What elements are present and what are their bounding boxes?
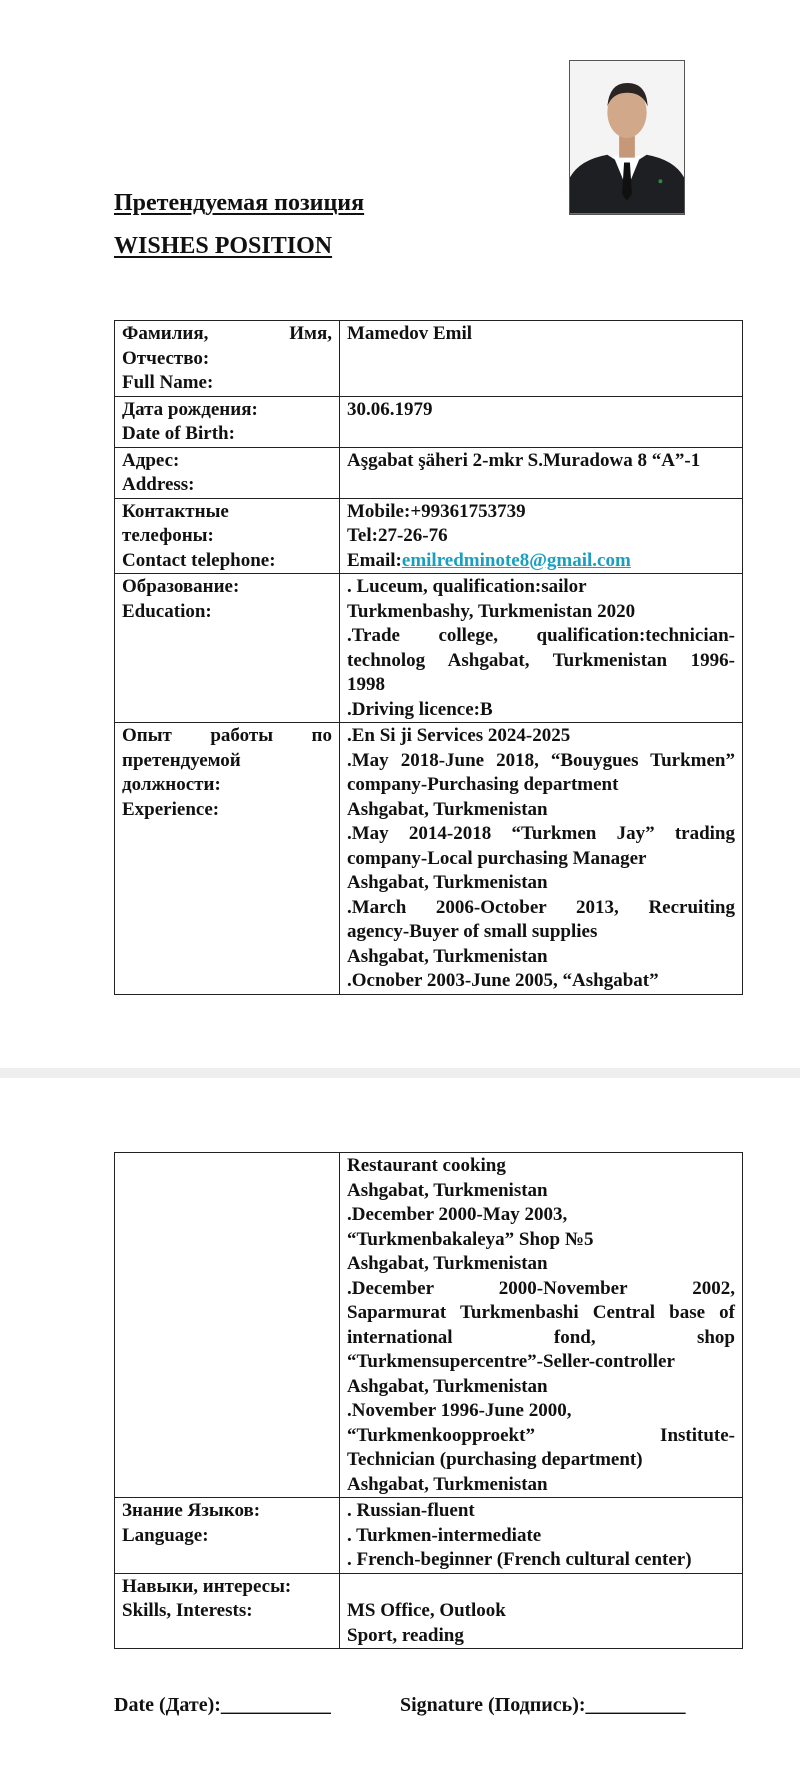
field-label <box>115 574 340 723</box>
field-label-text: Навыки, интересы: <box>122 1575 292 1597</box>
field-value-line <box>347 1277 735 1302</box>
field-value-text: Mobile:+99361753739 <box>347 500 526 522</box>
field-value-line <box>347 1473 735 1498</box>
field-value-line <box>347 347 735 372</box>
table-row <box>115 447 743 498</box>
field-value-line <box>347 724 735 749</box>
field-value-text: . Luceum, qualification:sailor <box>347 576 587 597</box>
field-label-line <box>122 1499 332 1524</box>
field-label-text: Experience: <box>122 798 220 820</box>
field-value-text: international fond, shop <box>347 1326 735 1348</box>
field-value-text: 1998 <box>347 674 385 695</box>
field-value-line <box>347 575 735 600</box>
field-value-text: Mamedov Emil <box>347 323 473 344</box>
field-label-line <box>122 500 332 525</box>
field-value-text: Ashgabat, Turkmenistan <box>347 872 548 893</box>
field-label-line <box>122 371 332 396</box>
field-value-text: Ashgabat, Turkmenistan <box>347 798 548 820</box>
field-label <box>115 447 340 498</box>
field-value-text: . French-beginner (French cultural center) <box>347 1549 692 1570</box>
field-value-text: .Ocnober 2003-June 2005, “Ashgabat” <box>347 970 659 991</box>
field-label-text: Language: <box>122 1524 209 1546</box>
position-title-ru: Претендуемая позиция <box>114 190 365 216</box>
field-value-text: Tel:27-26-76 <box>347 525 448 546</box>
field-label-text: Contact telephone: <box>122 549 276 571</box>
email-link[interactable]: emilredminote8@gmail.com <box>401 549 631 571</box>
table-row <box>115 1153 743 1498</box>
field-label-line <box>122 549 332 574</box>
field-value-text: technolog Ashgabat, Turkmenistan 1996- <box>347 649 735 671</box>
field-label-text: Адрес: <box>122 449 180 471</box>
field-label-line <box>122 575 332 600</box>
field-label-line <box>122 798 332 823</box>
field-label-text: Education: <box>122 600 212 622</box>
field-value-text: Ashgabat, Turkmenistan <box>347 945 548 967</box>
field-label <box>115 498 340 574</box>
field-value-text: Turkmenbashy, Turkmenistan 2020 <box>347 600 636 622</box>
field-label-text: Skills, Interests: <box>122 1600 253 1621</box>
field-label-text: Контактные <box>122 500 229 522</box>
person-portrait-photo <box>569 60 685 215</box>
field-label-line <box>122 422 332 447</box>
field-value-text: Email: <box>347 549 402 571</box>
field-label-text: Full Name: <box>122 372 214 393</box>
field-value-line <box>347 422 735 447</box>
field-value-text: .December 2000-November 2002, <box>347 1277 735 1299</box>
field-label-text: Опыт работы по <box>122 725 332 746</box>
field-value <box>340 1498 743 1574</box>
field-value-line <box>347 1203 735 1228</box>
field-label-line <box>122 473 332 498</box>
field-value-text: .Trade college, qualification:technician- <box>347 625 735 646</box>
field-value-line <box>347 1350 735 1375</box>
field-label-text: Date of Birth: <box>122 423 235 444</box>
field-value-line <box>347 600 735 625</box>
field-value-line <box>347 1375 735 1400</box>
field-label-line <box>122 1524 332 1549</box>
field-value-line <box>347 449 735 474</box>
field-label-line <box>122 1575 332 1600</box>
field-label-text: претендуемой <box>122 749 241 771</box>
field-value-text: “Turkmensupercentre”-Seller-controller <box>347 1351 675 1372</box>
field-label-line <box>122 1599 332 1624</box>
field-value-line <box>347 524 735 549</box>
field-value-line <box>347 473 735 498</box>
field-value-line <box>347 773 735 798</box>
page-separator <box>0 1068 800 1078</box>
field-value-line <box>347 1179 735 1204</box>
field-value-text: Ashgabat, Turkmenistan <box>347 1179 548 1201</box>
field-value-text: Ashgabat, Turkmenistan <box>347 1473 548 1495</box>
table-row <box>115 498 743 574</box>
field-value <box>340 447 743 498</box>
field-label-text: Знание Языков: <box>122 1500 261 1521</box>
field-value-text: company-Purchasing department <box>347 774 619 795</box>
field-value-line <box>347 549 735 574</box>
field-value-text: .November 1996-June 2000, <box>347 1400 572 1421</box>
field-value-text: MS Office, Outlook <box>347 1600 506 1621</box>
page-2 <box>0 1078 800 1777</box>
field-label-text: Фамилия, Имя, <box>122 323 332 344</box>
portrait-icon <box>570 61 684 214</box>
field-value-text: .December 2000-May 2003, <box>347 1204 568 1225</box>
field-value-text: . Russian-fluent <box>347 1500 475 1521</box>
field-label <box>115 1573 340 1649</box>
field-label-line <box>122 600 332 625</box>
field-value-line <box>347 1154 735 1179</box>
field-value <box>340 723 743 995</box>
table-row <box>115 321 743 397</box>
signature-line: Signature (Подпись):__________ <box>400 1694 686 1716</box>
field-value-text: Sport, reading <box>347 1624 464 1646</box>
field-value-line <box>347 1399 735 1424</box>
field-value-line <box>347 1424 735 1449</box>
field-value <box>340 498 743 574</box>
field-value-line <box>347 1524 735 1549</box>
field-value-line <box>347 371 735 396</box>
field-value-text: 30.06.1979 <box>347 398 433 420</box>
field-label <box>115 1498 340 1574</box>
table-row <box>115 723 743 995</box>
field-value-line <box>347 1252 735 1277</box>
field-label-line <box>122 773 332 798</box>
field-label-text: Отчество: <box>122 347 210 369</box>
field-value-text: .May 2018-June 2018, “Bouygues Turkmen” <box>347 749 735 771</box>
field-value-line <box>347 322 735 347</box>
field-label-line <box>122 749 332 774</box>
field-value-text: Aşgabat şäheri 2-mkr S.Muradowa 8 “A”-1 <box>347 449 701 471</box>
field-value-line <box>347 798 735 823</box>
field-value <box>340 1153 743 1498</box>
field-value-line <box>347 500 735 525</box>
field-label-line <box>122 398 332 423</box>
field-value-line <box>347 1548 735 1573</box>
table-row <box>115 396 743 447</box>
field-value <box>340 1573 743 1649</box>
cv-table-page-2 <box>114 1152 743 1649</box>
field-value-text: Saparmurat Turkmenbashi Central base of <box>347 1302 735 1323</box>
field-value-text: company-Local purchasing Manager <box>347 847 647 869</box>
field-value-text: agency-Buyer of small supplies <box>347 921 598 942</box>
field-label-text: Образование: <box>122 576 240 597</box>
field-value <box>340 574 743 723</box>
field-value-line <box>347 945 735 970</box>
field-value-line <box>347 1599 735 1624</box>
field-label-text: должности: <box>122 774 221 795</box>
field-value-line <box>347 1301 735 1326</box>
field-value-line <box>347 1624 735 1649</box>
field-label-line <box>122 724 332 749</box>
position-title-en: WISHES POSITION <box>114 233 333 259</box>
field-value-line <box>347 969 735 994</box>
field-label-line <box>122 524 332 549</box>
field-value <box>340 396 743 447</box>
field-value-text: “Turkmenbakaleya” Shop №5 <box>347 1228 594 1250</box>
field-value-text: Technician (purchasing department) <box>347 1449 643 1470</box>
field-value <box>340 321 743 397</box>
field-value-line <box>347 673 735 698</box>
field-value-text: .Driving licence:B <box>347 698 493 720</box>
date-signature-line: Date (Дате):___________ <box>114 1694 331 1716</box>
field-value-line <box>347 698 735 723</box>
field-label-line <box>122 449 332 474</box>
field-label <box>115 321 340 397</box>
field-label-line <box>122 347 332 372</box>
table-row <box>115 1573 743 1649</box>
field-value-line <box>347 1326 735 1351</box>
field-value-line <box>347 920 735 945</box>
field-value-line <box>347 1448 735 1473</box>
field-value-line <box>347 847 735 872</box>
field-value-text: Ashgabat, Turkmenistan <box>347 1253 548 1274</box>
field-label <box>115 1153 340 1498</box>
field-value-text: “Turkmenkoopproekt” Institute- <box>347 1424 735 1446</box>
field-value-text: .En Si ji Services 2024-2025 <box>347 725 571 746</box>
field-value-text: Ashgabat, Turkmenistan <box>347 1375 548 1397</box>
field-value-line <box>347 871 735 896</box>
field-value-text: Restaurant cooking <box>347 1155 506 1176</box>
field-value-text: .March 2006-October 2013, Recruiting <box>347 896 735 918</box>
field-value-text: .May 2014-2018 “Turkmen Jay” trading <box>347 823 735 844</box>
field-value-line <box>347 749 735 774</box>
field-value-line <box>347 398 735 423</box>
field-value-line <box>347 896 735 921</box>
field-value-line <box>347 822 735 847</box>
table-row <box>115 1498 743 1574</box>
field-value-line <box>347 1228 735 1253</box>
field-label-line <box>122 322 332 347</box>
field-label-text: телефоны: <box>122 525 214 546</box>
field-label <box>115 723 340 995</box>
field-value-line <box>347 1499 735 1524</box>
field-value-line <box>347 649 735 674</box>
field-value-line <box>347 1575 735 1600</box>
field-value-line <box>347 624 735 649</box>
field-label <box>115 396 340 447</box>
table-row <box>115 574 743 723</box>
field-value-text: . Turkmen-intermediate <box>347 1524 542 1546</box>
cv-table-page-1 <box>114 320 743 995</box>
field-label-text: Address: <box>122 474 195 495</box>
field-label-text: Дата рождения: <box>122 398 258 420</box>
